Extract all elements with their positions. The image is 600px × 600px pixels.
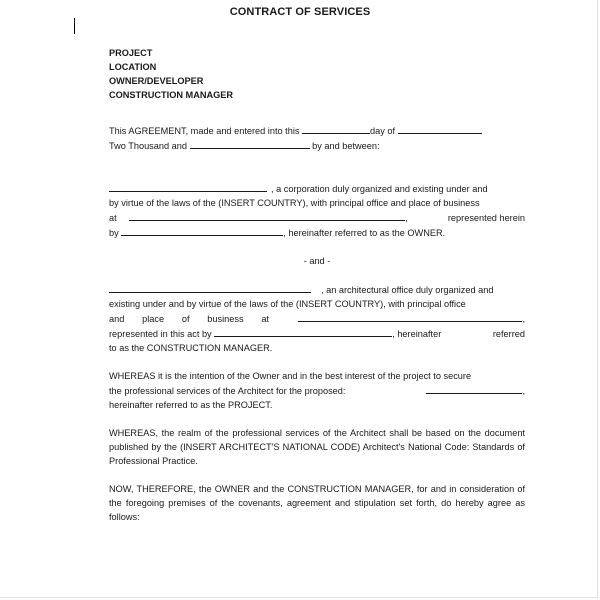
- blank-owner-representative[interactable]: [121, 225, 283, 236]
- owner-text-4b: , hereinafter referred to as the OWNER.: [283, 228, 446, 238]
- document-body[interactable]: [109, 46, 525, 538]
- whereas-paragraph-2: WHEREAS, the realm of the professional services of the Architect shall be based on the document published by the (INSERT ARCHITECT'S NATIONAL CODE) Architect's National Code: Standards of Professional Practice.: [109, 428, 525, 466]
- blank-month[interactable]: [398, 123, 482, 134]
- owner-text-3b: ,: [405, 213, 408, 223]
- blank-manager-name[interactable]: [109, 282, 311, 293]
- blank-owner-address[interactable]: [129, 210, 405, 221]
- blank-proposed-project[interactable]: [426, 383, 522, 394]
- whereas1-text-2: the professional services of the Architect for the proposed:: [109, 386, 346, 396]
- manager-text-1: , an architectural office duly organized and: [321, 285, 494, 295]
- manager-text-4a: represented in this act by: [109, 329, 212, 339]
- heading-location: LOCATION: [109, 62, 157, 72]
- blank-day[interactable]: [302, 123, 370, 134]
- manager-text-3d: business: [207, 314, 244, 324]
- owner-text-1: , a corporation duly organized and existing under and: [271, 184, 488, 194]
- agreement-paragraph: [109, 123, 525, 153]
- manager-text-5: to as the CONSTRUCTION MANAGER.: [109, 343, 273, 353]
- whereas-paragraph-1: [109, 369, 525, 412]
- heading-construction-manager: CONSTRUCTION MANAGER: [109, 90, 234, 100]
- heading-owner-developer: OWNER/DEVELOPER: [109, 76, 204, 86]
- owner-paragraph: [109, 181, 525, 240]
- whereas1-text-2b: ,: [522, 386, 525, 396]
- manager-text-3e: at: [261, 314, 269, 324]
- agreement-text-2: day of: [370, 126, 396, 136]
- owner-text-2: by virtue of the laws of the (INSERT COUNTRY), with principal office and place of business: [109, 198, 480, 208]
- and-separator: - and -: [303, 256, 331, 266]
- manager-text-3a: and: [109, 314, 125, 324]
- blank-manager-address[interactable]: [298, 311, 522, 322]
- whereas1-text-3: hereinafter referred to as the PROJECT.: [109, 400, 273, 410]
- owner-text-3a: at: [109, 213, 117, 223]
- agreement-text-1: This AGREEMENT, made and entered into this: [109, 126, 300, 136]
- text-cursor: [74, 18, 75, 34]
- whereas1-text-1: WHEREAS it is the intention of the Owner and in the best interest of the project to secure: [109, 371, 472, 381]
- owner-text-4a: by: [109, 228, 119, 238]
- blank-year[interactable]: [190, 138, 310, 149]
- manager-text-4c: referred: [492, 329, 525, 339]
- owner-text-3c: represented herein: [447, 213, 525, 223]
- blank-manager-representative[interactable]: [214, 326, 392, 337]
- agreement-text-3: Two Thousand and: [109, 141, 187, 151]
- document-title: CONTRACT OF SERVICES: [229, 6, 371, 18]
- manager-text-3c: of: [181, 314, 190, 324]
- heading-block: [109, 46, 525, 102]
- manager-paragraph: [109, 282, 525, 355]
- manager-text-4b: , hereinafter: [392, 329, 442, 339]
- manager-text-2: existing under and by virtue of the laws of the (INSERT COUNTRY), with principal office: [109, 299, 466, 309]
- now-therefore-paragraph: NOW, THEREFORE, the OWNER and the CONSTRUCTION MANAGER, for and in consideration of the foregoing premises of the covenants, agreement and stipulation set forth, do hereby agree as follows:: [109, 484, 525, 522]
- manager-text-3f: ,: [522, 314, 525, 324]
- manager-text-3b: place: [142, 314, 165, 324]
- agreement-text-4: by and between:: [312, 141, 380, 151]
- heading-project: PROJECT: [109, 48, 153, 58]
- blank-owner-name[interactable]: [109, 181, 267, 192]
